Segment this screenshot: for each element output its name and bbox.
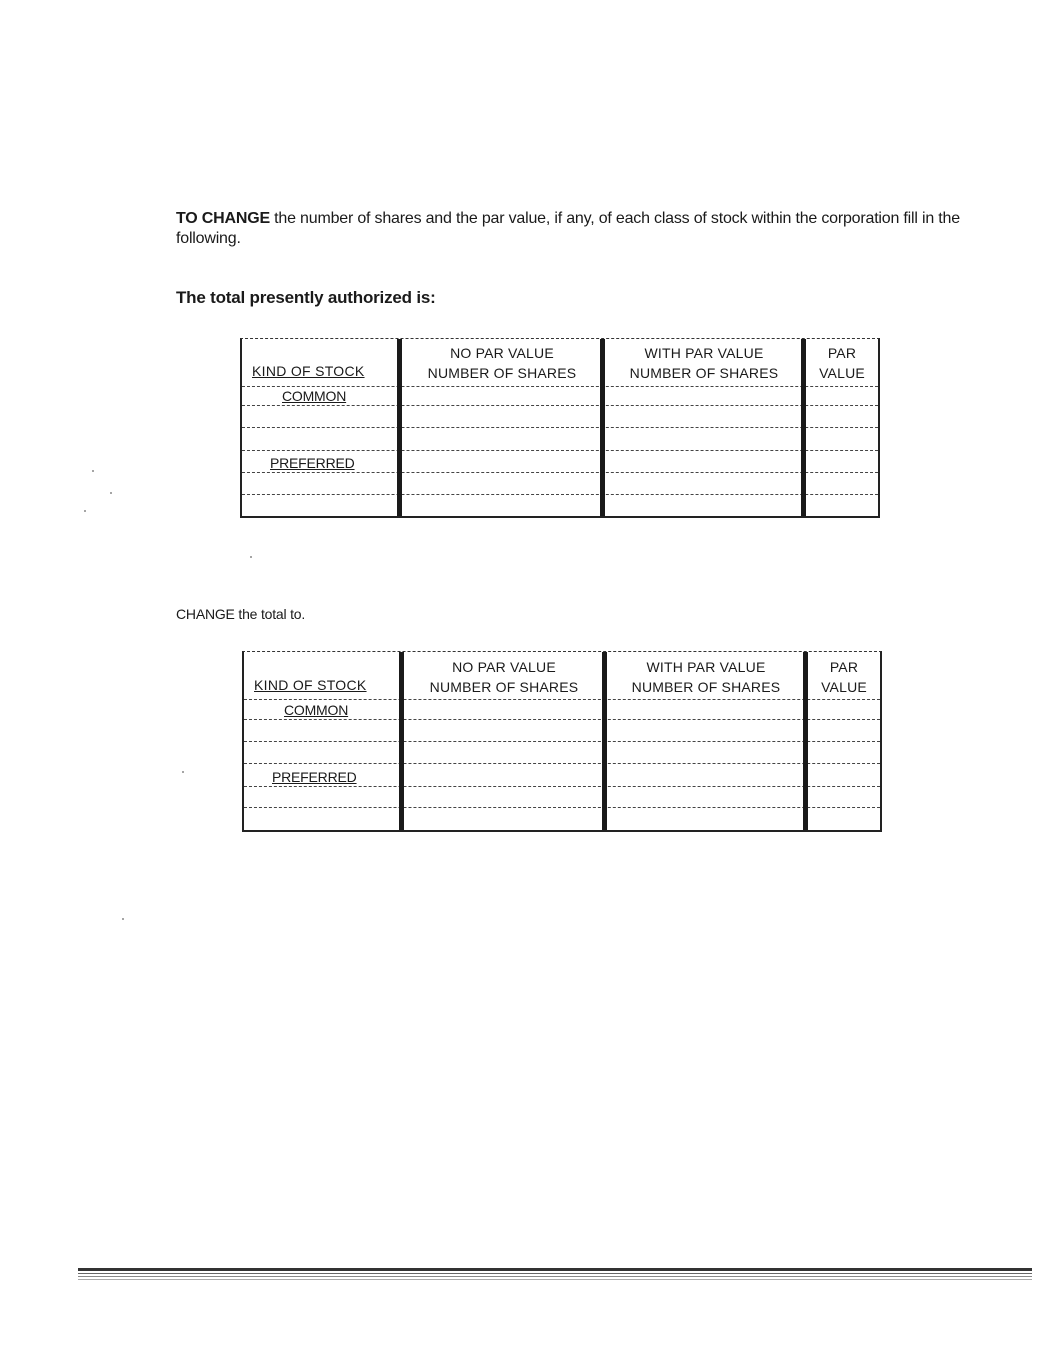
table-row-divider [244,786,880,787]
table-row-divider [242,386,878,387]
table-row-divider [242,472,878,473]
no-par-header: NO PAR VALUE NUMBER OF SHARES [427,345,577,381]
column-divider [399,652,404,830]
table-row-divider [242,450,878,451]
with-par-header: WITH PAR VALUE NUMBER OF SHARES [629,345,779,381]
table-row-divider [244,807,880,808]
change-total-label: CHANGE the total to. [176,606,306,622]
scan-speck [110,492,112,494]
current-stock-table [240,338,880,518]
kind-of-stock-header: KIND OF STOCK [254,677,367,693]
table-row-divider [242,405,878,406]
table-row-divider [244,719,880,720]
par-value-header: PAR VALUE [821,659,867,695]
column-divider [801,339,806,516]
common-row-label: COMMON [282,388,347,404]
footer-rule [78,1268,1032,1282]
kind-of-stock-header: KIND OF STOCK [252,363,365,379]
column-divider [602,652,607,830]
no-par-header: NO PAR VALUE NUMBER OF SHARES [429,659,579,695]
scan-speck [250,556,252,558]
column-divider [600,339,605,516]
common-row-label: COMMON [284,702,349,718]
column-divider [803,652,808,830]
column-divider [397,339,402,516]
table-row-divider [242,427,878,428]
table-row-divider [242,494,878,495]
scan-speck [92,470,94,472]
table-row-divider [244,763,880,764]
intro-paragraph [176,209,976,249]
scan-speck [182,771,184,773]
table-row-divider [244,699,880,700]
scan-speck [84,510,86,512]
current-total-label: The total presently authorized is: [176,288,436,307]
par-value-header: PAR VALUE [819,345,865,381]
table-row-divider [244,741,880,742]
preferred-row-label: PREFERRED [270,455,355,471]
change-stock-table [242,651,882,832]
with-par-header: WITH PAR VALUE NUMBER OF SHARES [631,659,781,695]
scan-speck [122,918,124,920]
intro-text: the number of shares and the par value, if any, of each class of stock within the corporation fill in the following. [176,210,960,247]
preferred-row-label: PREFERRED [272,769,357,785]
intro-lead: TO CHANGE [176,210,270,227]
